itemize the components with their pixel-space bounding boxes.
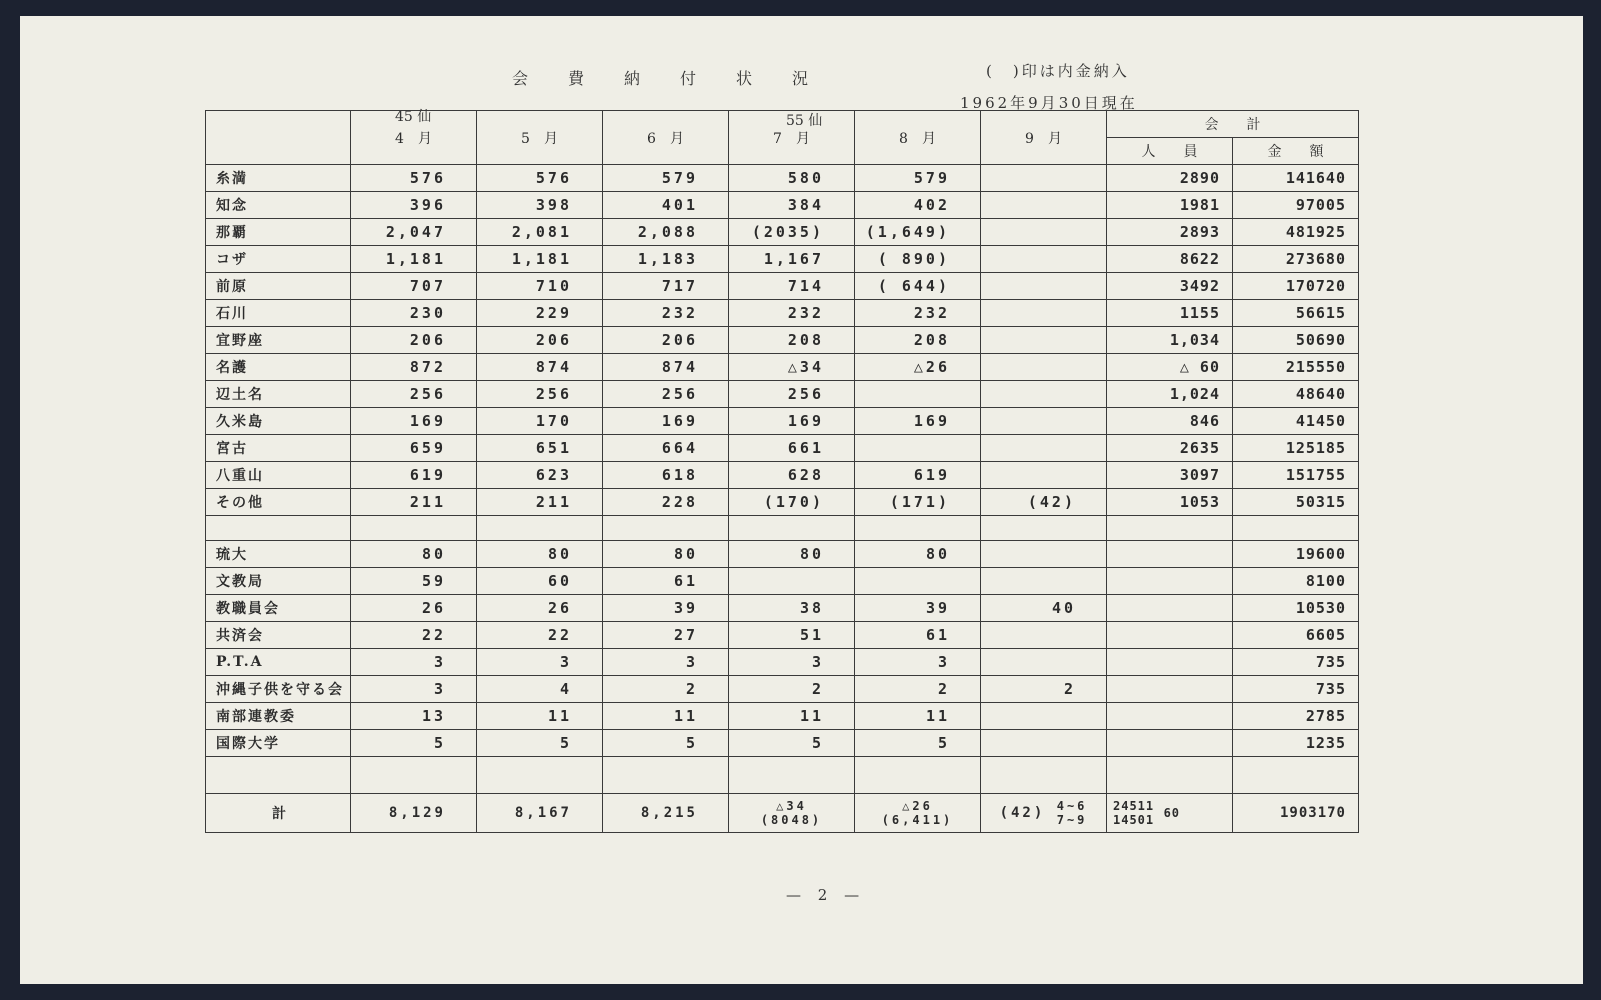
month-value: 580 <box>729 165 855 192</box>
month-value <box>981 327 1107 354</box>
total-members-cell: 2890 <box>1107 165 1233 192</box>
month-value: 717 <box>603 273 729 300</box>
month-value: 5 <box>729 730 855 757</box>
month-value: 256 <box>729 381 855 408</box>
month-value: 80 <box>477 541 603 568</box>
month-value: 3 <box>729 649 855 676</box>
total-members-cell: 3097 <box>1107 462 1233 489</box>
month-value: 228 <box>603 489 729 516</box>
total-members-cell <box>1107 595 1233 622</box>
payment-table <box>205 110 1359 833</box>
unit-label-55: 55 仙 <box>786 113 823 129</box>
document-title: 会費納付状況 <box>512 69 849 88</box>
month-value: 40 <box>981 595 1107 622</box>
month-value: 256 <box>603 381 729 408</box>
col-month-9: 9 月 <box>981 111 1107 165</box>
table-row <box>206 676 1359 703</box>
month-value: 11 <box>477 703 603 730</box>
month-value: (170) <box>729 489 855 516</box>
month-value: 628 <box>729 462 855 489</box>
month-value: 2 <box>603 676 729 703</box>
total-amount-cell: 50315 <box>1233 489 1359 516</box>
month-value: 5 <box>351 730 477 757</box>
table-row <box>206 462 1359 489</box>
month-value: 2,047 <box>351 219 477 246</box>
total-amount-cell: 41450 <box>1233 408 1359 435</box>
month-value: 618 <box>603 462 729 489</box>
month-value: 22 <box>351 622 477 649</box>
month-value: 61 <box>855 622 981 649</box>
total-amount-cell: 735 <box>1233 676 1359 703</box>
month-value <box>981 354 1107 381</box>
total-members-cell <box>1107 622 1233 649</box>
total-members-cell: 1053 <box>1107 489 1233 516</box>
table-row <box>206 192 1359 219</box>
table-row <box>206 354 1359 381</box>
month-value: 710 <box>477 273 603 300</box>
month-value: 3 <box>603 649 729 676</box>
month-value: 396 <box>351 192 477 219</box>
row-name: 八重山 <box>206 462 351 489</box>
month-value: 59 <box>351 568 477 595</box>
month-value <box>981 703 1107 730</box>
month-value: 256 <box>477 381 603 408</box>
row-name: 糸満 <box>206 165 351 192</box>
total-members-cell: 1,034 <box>1107 327 1233 354</box>
row-name: P.T.A <box>206 649 351 676</box>
month-value: 3 <box>351 676 477 703</box>
month-value: 170 <box>477 408 603 435</box>
col-month-5: 5 月 <box>477 111 603 165</box>
total-month-7-note: △34 <box>776 799 807 813</box>
total-amount-cell: 215550 <box>1233 354 1359 381</box>
month-value: 5 <box>603 730 729 757</box>
total-members-cell <box>1107 730 1233 757</box>
month-value: 872 <box>351 354 477 381</box>
month-value: 208 <box>855 327 981 354</box>
month-value <box>981 381 1107 408</box>
col-month-4: 4 月 <box>351 111 477 165</box>
month-value: 80 <box>855 541 981 568</box>
total-amount-cell: 8100 <box>1233 568 1359 595</box>
month-value: 232 <box>855 300 981 327</box>
row-name: 教職員会 <box>206 595 351 622</box>
table-row <box>206 541 1359 568</box>
total-members-cell: 1981 <box>1107 192 1233 219</box>
total-amount-cell: 170720 <box>1233 273 1359 300</box>
month-value: 169 <box>603 408 729 435</box>
total-members-cell <box>1107 676 1233 703</box>
month-value: 659 <box>351 435 477 462</box>
month-value: 11 <box>729 703 855 730</box>
month-value: 38 <box>729 595 855 622</box>
total-month-4: 8,129 <box>351 794 477 833</box>
month-value: (171) <box>855 489 981 516</box>
month-value: 11 <box>603 703 729 730</box>
month-value: 623 <box>477 462 603 489</box>
total-amount-cell: 19600 <box>1233 541 1359 568</box>
row-name: 南部連教委 <box>206 703 351 730</box>
month-value: 232 <box>603 300 729 327</box>
month-value: 401 <box>603 192 729 219</box>
total-members-cell <box>1107 541 1233 568</box>
month-value: 206 <box>351 327 477 354</box>
total-members-c: 60 <box>1163 806 1181 820</box>
month-value: 51 <box>729 622 855 649</box>
total-members-cell <box>1107 649 1233 676</box>
month-value: 206 <box>477 327 603 354</box>
total-month-7: (8048) <box>760 813 823 827</box>
month-value: 232 <box>729 300 855 327</box>
month-value <box>981 219 1107 246</box>
col-total-group: 会 計 <box>1107 111 1359 138</box>
header-note: ( )印は内金納入 <box>986 62 1130 80</box>
month-value: 80 <box>603 541 729 568</box>
month-value <box>981 246 1107 273</box>
month-value: △34 <box>729 354 855 381</box>
month-value: (1,649) <box>855 219 981 246</box>
month-value <box>981 300 1107 327</box>
total-label: 計 <box>206 794 351 833</box>
table-row <box>206 327 1359 354</box>
month-value <box>981 192 1107 219</box>
row-name: 那覇 <box>206 219 351 246</box>
total-members-cell <box>1107 703 1233 730</box>
total-amount-cell: 273680 <box>1233 246 1359 273</box>
month-value: 579 <box>855 165 981 192</box>
month-value: 576 <box>477 165 603 192</box>
table-row <box>206 300 1359 327</box>
month-value: 39 <box>855 595 981 622</box>
month-value: 664 <box>603 435 729 462</box>
month-value: 714 <box>729 273 855 300</box>
total-members-cell: 8622 <box>1107 246 1233 273</box>
total-members-a: 24511 <box>1113 799 1155 813</box>
row-name: 琉大 <box>206 541 351 568</box>
col-month-7: 7 月 <box>729 111 855 165</box>
month-value: 26 <box>477 595 603 622</box>
total-members-cell <box>1107 568 1233 595</box>
total-month-5: 8,167 <box>477 794 603 833</box>
month-value: 11 <box>855 703 981 730</box>
month-value: 27 <box>603 622 729 649</box>
month-value: 13 <box>351 703 477 730</box>
month-value <box>729 568 855 595</box>
month-value <box>981 165 1107 192</box>
month-value: 3 <box>855 649 981 676</box>
month-value <box>981 462 1107 489</box>
total-month-8: (6,411) <box>881 813 954 827</box>
total-amount-cell: 2785 <box>1233 703 1359 730</box>
month-value: 661 <box>729 435 855 462</box>
total-members-cell: 1155 <box>1107 300 1233 327</box>
month-value: 3 <box>351 649 477 676</box>
month-value: 169 <box>729 408 855 435</box>
month-value: 2 <box>981 676 1107 703</box>
month-value <box>981 649 1107 676</box>
blank-row <box>206 516 1359 541</box>
month-value: △26 <box>855 354 981 381</box>
total-amount-cell: 97005 <box>1233 192 1359 219</box>
month-value: (42) <box>981 489 1107 516</box>
total-amount: 1903170 <box>1233 794 1359 833</box>
month-value: 1,167 <box>729 246 855 273</box>
month-value: 211 <box>351 489 477 516</box>
month-value: 579 <box>603 165 729 192</box>
month-value <box>981 622 1107 649</box>
row-name: その他 <box>206 489 351 516</box>
row-name: 久米島 <box>206 408 351 435</box>
total-amount-cell: 56615 <box>1233 300 1359 327</box>
row-name: 沖縄子供を守る会 <box>206 676 351 703</box>
table-row <box>206 273 1359 300</box>
table-row <box>206 568 1359 595</box>
total-range-b: 7~9 <box>1056 813 1088 827</box>
total-month-6: 8,215 <box>603 794 729 833</box>
row-name: コザ <box>206 246 351 273</box>
month-value: 402 <box>855 192 981 219</box>
total-members-cell: 3492 <box>1107 273 1233 300</box>
month-value: 2 <box>729 676 855 703</box>
month-value <box>855 381 981 408</box>
month-value <box>855 568 981 595</box>
month-value: ( 890) <box>855 246 981 273</box>
row-name: 前原 <box>206 273 351 300</box>
month-value: 707 <box>351 273 477 300</box>
month-value: 60 <box>477 568 603 595</box>
row-name: 辺土名 <box>206 381 351 408</box>
row-name: 共済会 <box>206 622 351 649</box>
total-members-cell: △ 60 <box>1107 354 1233 381</box>
month-value: 80 <box>729 541 855 568</box>
month-value: 61 <box>603 568 729 595</box>
total-row <box>206 794 1359 833</box>
row-name: 名護 <box>206 354 351 381</box>
month-value: 2,088 <box>603 219 729 246</box>
table-row <box>206 219 1359 246</box>
month-value: 208 <box>729 327 855 354</box>
month-value: 619 <box>351 462 477 489</box>
col-month-6: 6 月 <box>603 111 729 165</box>
month-value <box>981 273 1107 300</box>
page-number: — 2 — <box>786 886 866 904</box>
row-name: 宮古 <box>206 435 351 462</box>
month-value: 619 <box>855 462 981 489</box>
blank-row <box>206 757 1359 794</box>
month-value: 3 <box>477 649 603 676</box>
row-name: 石川 <box>206 300 351 327</box>
month-value: 398 <box>477 192 603 219</box>
month-value: 229 <box>477 300 603 327</box>
month-value: 256 <box>351 381 477 408</box>
month-value <box>981 408 1107 435</box>
table-row <box>206 435 1359 462</box>
month-value: 874 <box>603 354 729 381</box>
as-of-date: 1962年9月30日現在 <box>960 94 1138 112</box>
month-value: 2 <box>855 676 981 703</box>
total-amount-cell: 50690 <box>1233 327 1359 354</box>
corner-cell <box>206 111 351 165</box>
total-members-b: 14501 <box>1113 813 1155 827</box>
month-value <box>981 730 1107 757</box>
total-amount-cell: 10530 <box>1233 595 1359 622</box>
table-row <box>206 703 1359 730</box>
unit-label-45: 45 仙 <box>395 109 432 125</box>
month-value: 384 <box>729 192 855 219</box>
month-value: 2,081 <box>477 219 603 246</box>
table-row <box>206 246 1359 273</box>
total-range-a: 4~6 <box>1056 799 1088 813</box>
total-members-cell: 2893 <box>1107 219 1233 246</box>
table-row <box>206 622 1359 649</box>
table-row <box>206 649 1359 676</box>
col-month-8: 8 月 <box>855 111 981 165</box>
table-row <box>206 381 1359 408</box>
month-value: 5 <box>855 730 981 757</box>
total-members-cell: 1,024 <box>1107 381 1233 408</box>
month-value: 5 <box>477 730 603 757</box>
month-value: 22 <box>477 622 603 649</box>
month-value: 80 <box>351 541 477 568</box>
row-name: 国際大学 <box>206 730 351 757</box>
month-value: (2035) <box>729 219 855 246</box>
month-value: 1,181 <box>477 246 603 273</box>
month-value <box>855 435 981 462</box>
row-name: 文教局 <box>206 568 351 595</box>
total-amount-cell: 481925 <box>1233 219 1359 246</box>
total-members-cell: 2635 <box>1107 435 1233 462</box>
month-value: 1,183 <box>603 246 729 273</box>
col-total-amount: 金 額 <box>1233 138 1359 165</box>
month-value: 206 <box>603 327 729 354</box>
month-value: 26 <box>351 595 477 622</box>
table-row <box>206 489 1359 516</box>
table-row <box>206 408 1359 435</box>
month-value: 169 <box>351 408 477 435</box>
month-value: 230 <box>351 300 477 327</box>
row-name: 宜野座 <box>206 327 351 354</box>
total-amount-cell: 48640 <box>1233 381 1359 408</box>
month-value <box>981 435 1107 462</box>
month-value: 874 <box>477 354 603 381</box>
total-members-cell: 846 <box>1107 408 1233 435</box>
month-value: 1,181 <box>351 246 477 273</box>
month-value: 211 <box>477 489 603 516</box>
month-value <box>981 568 1107 595</box>
total-amount-cell: 6605 <box>1233 622 1359 649</box>
table-row <box>206 595 1359 622</box>
month-value: 651 <box>477 435 603 462</box>
month-value: ( 644) <box>855 273 981 300</box>
total-month-9: (42) <box>999 805 1046 821</box>
row-name: 知念 <box>206 192 351 219</box>
month-value: 576 <box>351 165 477 192</box>
month-value: 4 <box>477 676 603 703</box>
col-total-members: 人 員 <box>1107 138 1233 165</box>
month-value <box>981 541 1107 568</box>
total-amount-cell: 735 <box>1233 649 1359 676</box>
total-amount-cell: 1235 <box>1233 730 1359 757</box>
month-value: 169 <box>855 408 981 435</box>
total-amount-cell: 125185 <box>1233 435 1359 462</box>
table-row <box>206 165 1359 192</box>
total-amount-cell: 151755 <box>1233 462 1359 489</box>
table-row <box>206 730 1359 757</box>
total-amount-cell: 141640 <box>1233 165 1359 192</box>
total-month-8-note: △26 <box>902 799 933 813</box>
month-value: 39 <box>603 595 729 622</box>
